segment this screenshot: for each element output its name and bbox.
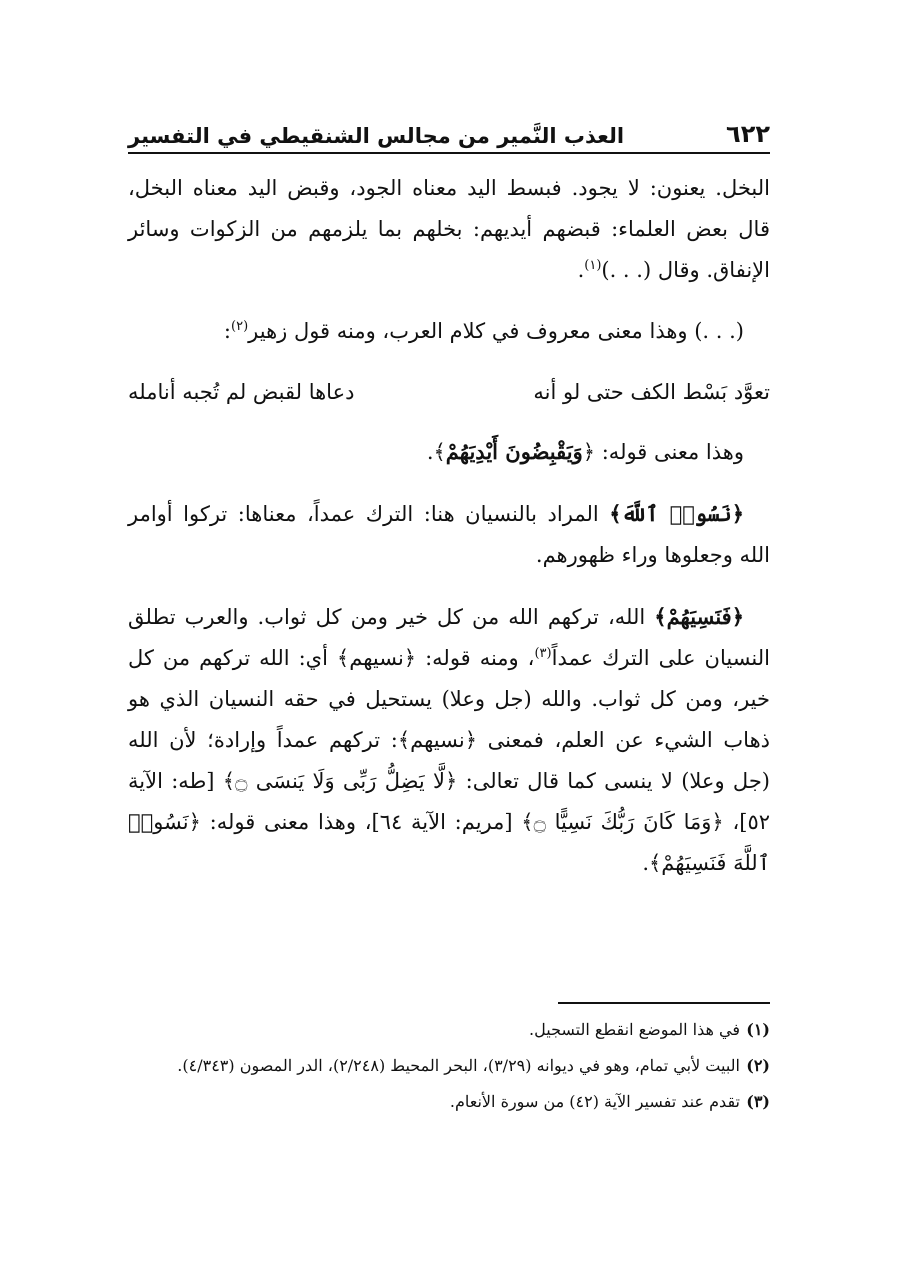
- paragraph-3-lead: وهذا معنى قوله: ﴿: [582, 440, 744, 464]
- footnotes: [128, 1002, 770, 1124]
- quran-quote: وَيَقْبِضُونَ أَيْدِيَهُمْ: [445, 439, 583, 464]
- paragraph-5-text-b: ، ومنه قوله: ﴿نسيهم﴾ أي: الله تركهم من كل خير، ومن كل ثواب. والله (جل وعلا) يستحيل في حقه النسيان الذي هو ذهاب الشيء عن العلم، فمعنى ﴿نسيهم﴾: تركهم عمداً وإرادة؛ لأن الله (جل وعلا) لا ينسى كما قال تعالى: ﴿لَّا يَضِلُّ رَبِّى وَلَا يَنسَى ۝﴾ [طه: الآية ٥٢]، ﴿وَمَا كَانَ رَبُّكَ نَسِيًّا ۝﴾ [مريم: الآية ٦٤]، وهذا معنى قوله: ﴿نَسُوا۟ ٱللَّهَ فَنَسِيَهُمْ﴾.: [128, 646, 770, 875]
- footnote-ref-1: (١): [584, 258, 602, 273]
- main-text: [128, 168, 770, 904]
- paragraph-2: [128, 311, 770, 352]
- paragraph-1-end: .: [577, 258, 585, 282]
- paragraph-3-end: ﴾.: [426, 440, 446, 464]
- paragraph-1-text: البخل. يعنون: لا يجود. فبسط اليد معناه الجود، وقبض اليد معناه البخل، قال بعض العلماء: قبضهم أيديهم: بخلهم بما يلزمهم من الزكوات وسائر الإنفاق. وقال (. . .): [128, 176, 770, 282]
- paragraph-5: [128, 596, 770, 884]
- footnote-1: [128, 1016, 770, 1044]
- paragraph-2-text: (. . .) وهذا معنى معروف في كلام العرب، ومنه قول زهير: [248, 319, 744, 343]
- poem-second-hemistich: دعاها لقبض لم تُجبه أنامله: [128, 380, 355, 404]
- book-page: [128, 0, 770, 1271]
- footnote-divider: [558, 1002, 770, 1004]
- running-title: العذب النَّمير من مجالس الشنقيطي في التفسير: [128, 124, 625, 148]
- footnote-text: تقدم عند تفسير الآية (٤٢) من سورة الأنعام.: [449, 1092, 740, 1111]
- paragraph-5-text-a: الله، تركهم الله من كل خير ومن كل ثواب. والعرب تطلق النسيان على الترك عمداً: [128, 605, 771, 670]
- footnote-number: (١): [746, 1020, 770, 1039]
- footnote-text: في هذا الموضع انقطع التسجيل.: [529, 1020, 740, 1039]
- footnote-3: [128, 1088, 770, 1116]
- quran-quote: ﴿نَسُوا۟ ٱللَّهَ﴾: [609, 501, 745, 526]
- footnote-number: (٣): [746, 1092, 770, 1111]
- paragraph-2-end: :: [223, 319, 231, 343]
- paragraph-4-text: المراد بالنسيان هنا: الترك عمداً، معناها: تركوا أوامر الله وجعلوها وراء ظهورهم.: [128, 502, 770, 567]
- footnote-number: (٢): [746, 1056, 770, 1075]
- poem-verse: [128, 372, 770, 413]
- footnote-2: [128, 1052, 770, 1080]
- page-number: ٦٢٢: [726, 120, 770, 148]
- page-header: [128, 108, 770, 154]
- paragraph-1: [128, 168, 770, 291]
- paragraph-4: [128, 493, 770, 576]
- footnote-ref-2: (٢): [231, 319, 249, 334]
- footnote-text: البيت لأبي تمام، وهو في ديوانه (٣/٢٩)، البحر المحيط (٢/٢٤٨)، الدر المصون (٤/٣٤٣).: [177, 1056, 740, 1075]
- footnote-ref-3: (٣): [534, 646, 552, 661]
- poem-first-hemistich: تعوَّد بَسْط الكف حتى لو أنه: [533, 380, 770, 404]
- paragraph-3: [128, 431, 770, 473]
- quran-quote: ﴿فَنَسِيَهُمْ﴾: [654, 604, 744, 629]
